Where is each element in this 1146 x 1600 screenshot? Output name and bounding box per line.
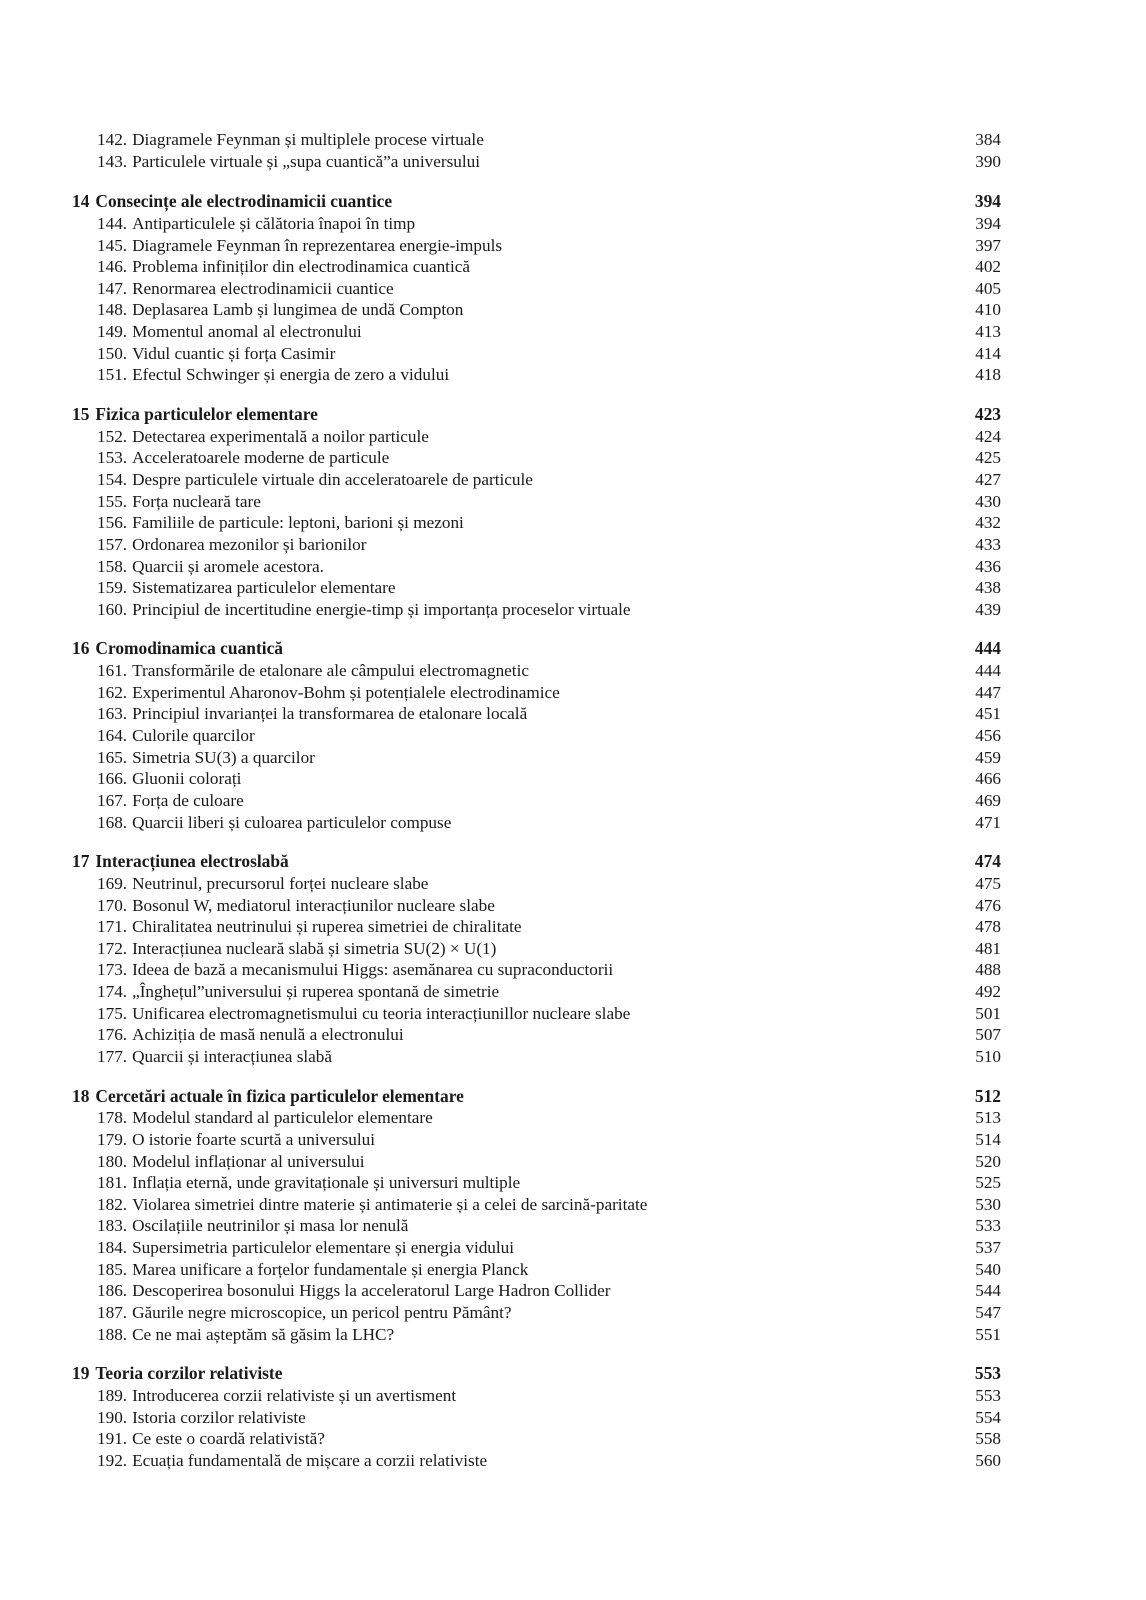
entry-title: Diagramele Feynman și multiplele procese virtuale [132, 130, 484, 149]
entry-number: 188. [97, 1324, 128, 1344]
entry-number: 177. [97, 1046, 128, 1066]
entry-page-number: 558 [975, 1429, 1001, 1449]
entry-title: Particulele virtuale și „supa cuantică”a universului [132, 151, 480, 171]
toc-entry[interactable] [72, 682, 1001, 704]
chapter-title-wrap [72, 638, 283, 660]
entry-page-number: 384 [975, 130, 1001, 149]
entry-page-number: 439 [975, 599, 1001, 619]
entry-number: 169. [97, 873, 128, 893]
entry-number: 152. [97, 426, 128, 446]
entry-title: Principiul de incertitudine energie-timp și importanța proceselor virtuale [132, 599, 631, 619]
entry-number: 176. [97, 1025, 128, 1045]
entry-number: 179. [97, 1129, 128, 1149]
entry-number: 142. [97, 130, 128, 149]
entry-page-number: 537 [975, 1238, 1001, 1258]
chapter-page-number: 512 [974, 1085, 1001, 1106]
chapter-heading[interactable] [72, 404, 1001, 426]
chapter-section [72, 404, 1001, 620]
toc-entry[interactable] [72, 981, 1001, 1003]
entry-title: Transformările de etalonare ale câmpului electromagnetic [132, 661, 529, 681]
toc-entry[interactable] [72, 343, 1001, 365]
entry-title: Quarcii și interacțiunea slabă [132, 1046, 333, 1066]
entry-title: Oscilațiile neutrinilor și masa lor nenulă [132, 1216, 409, 1236]
entry-title: Forța nucleară tare [132, 491, 261, 511]
toc-entry[interactable] [72, 469, 1001, 491]
chapter-heading[interactable] [72, 1086, 1001, 1108]
entry-page-number: 466 [975, 769, 1001, 789]
entry-number: 191. [97, 1429, 128, 1449]
entry-page-number: 478 [975, 917, 1001, 937]
chapter-title: Cromodinamica cuantică [95, 638, 283, 659]
toc-entry[interactable] [72, 1428, 1001, 1450]
entry-page-number: 481 [975, 938, 1001, 958]
entry-title: Ordonarea mezonilor și barionilor [132, 534, 367, 554]
chapter-page-number: 423 [974, 404, 1001, 425]
toc-entry[interactable] [72, 790, 1001, 812]
entry-number: 153. [97, 448, 128, 468]
chapter-section [72, 1363, 1001, 1471]
entry-number: 168. [97, 812, 128, 832]
entry-title: Quarcii și aromele acestora. [132, 556, 324, 576]
toc-entry[interactable] [72, 1407, 1001, 1429]
entry-title: Gluonii colorați [132, 769, 242, 789]
entry-page-number: 397 [975, 235, 1001, 255]
chapter-section [72, 191, 1001, 386]
entry-page-number: 476 [975, 895, 1001, 915]
entry-title: Violarea simetriei dintre materie și antimaterie și a celei de sarcină-paritate [132, 1194, 648, 1214]
toc-entry[interactable] [72, 1324, 1001, 1346]
entry-title: Modelul inflaționar al universului [132, 1151, 365, 1171]
entry-title: Simetria SU(3) a quarcilor [132, 747, 315, 767]
entry-page-number: 451 [975, 704, 1001, 724]
chapter-title-wrap [72, 404, 318, 426]
entry-page-number: 447 [975, 682, 1001, 702]
chapter-number: 15 [72, 404, 90, 425]
chapter-title: Cercetări actuale în fizica particulelor elementare [95, 1085, 464, 1106]
toc-entry[interactable] [72, 895, 1001, 917]
entry-page-number: 410 [975, 300, 1001, 320]
entry-page-number: 560 [975, 1450, 1001, 1470]
chapter-number: 18 [72, 1085, 90, 1106]
entry-title: Achiziția de masă nenulă a electronului [132, 1025, 404, 1045]
entry-title: Momentul anomal al electronului [132, 322, 362, 342]
entry-number: 181. [97, 1173, 128, 1193]
entry-title: Interacțiunea nucleară slabă și simetria SU(2) × U(1) [132, 938, 497, 958]
entry-title: Inflația eternă, unde gravitaționale și universuri multiple [132, 1173, 521, 1193]
entry-page-number: 433 [975, 534, 1001, 554]
entry-title: Ce ne mai așteptăm să găsim la LHC? [132, 1324, 395, 1344]
entry-page-number: 432 [975, 513, 1001, 533]
entry-number: 145. [97, 235, 128, 255]
entry-title: Bosonul W, mediatorul interacțiunilor nucleare slabe [132, 895, 495, 915]
toc-entry[interactable] [72, 747, 1001, 769]
entry-number: 185. [97, 1259, 128, 1279]
entry-number: 162. [97, 682, 128, 702]
toc-entry[interactable] [72, 235, 1001, 257]
entry-page-number: 390 [975, 151, 1001, 171]
toc-entry[interactable] [72, 1172, 1001, 1194]
entry-title: Familiile de particule: leptoni, barioni și mezoni [132, 513, 464, 533]
entry-number: 171. [97, 917, 128, 937]
entry-title: Detectarea experimentală a noilor particule [132, 426, 429, 446]
toc-entry[interactable] [72, 938, 1001, 960]
entry-page-number: 514 [975, 1129, 1001, 1149]
entry-number: 146. [97, 257, 128, 277]
chapter-heading[interactable] [72, 851, 1001, 873]
toc-entry[interactable] [72, 725, 1001, 747]
entry-title: Efectul Schwinger și energia de zero a vidului [132, 365, 450, 385]
entry-page-number: 513 [975, 1108, 1001, 1128]
entry-number: 161. [97, 661, 128, 681]
toc-entry[interactable] [72, 703, 1001, 725]
entry-page-number: 492 [975, 982, 1001, 1002]
chapter-number: 16 [72, 638, 90, 659]
toc-entry[interactable] [72, 512, 1001, 534]
entry-page-number: 427 [975, 469, 1001, 489]
entry-title: Ideea de bază a mecanismului Higgs: asemănarea cu supraconductorii [132, 960, 614, 980]
entry-number: 172. [97, 938, 128, 958]
chapter-entries [72, 426, 1001, 621]
entry-number: 190. [97, 1407, 128, 1427]
chapter-page-number: 394 [974, 191, 1001, 212]
entry-page-number: 488 [975, 960, 1001, 980]
entry-number: 148. [97, 300, 128, 320]
entry-page-number: 469 [975, 790, 1001, 810]
entry-title: Unificarea electromagnetismului cu teoria interacțiunillor nucleare slabe [132, 1003, 631, 1023]
toc-entry[interactable] [72, 534, 1001, 556]
toc-entry[interactable] [72, 364, 1001, 386]
entry-number: 166. [97, 769, 128, 789]
entry-number: 163. [97, 704, 128, 724]
entry-title: Culorile quarcilor [132, 726, 255, 746]
toc-entry[interactable] [72, 556, 1001, 578]
entry-page-number: 418 [975, 365, 1001, 385]
entry-title: Istoria corzilor relativiste [132, 1407, 306, 1427]
entry-title: Neutrinul, precursorul forței nucleare slabe [132, 873, 429, 893]
chapter-entries [72, 213, 1001, 386]
entry-number: 165. [97, 747, 128, 767]
chapter-entries [72, 1107, 1001, 1345]
entry-title: Marea unificare a forțelor fundamentale și energia Planck [132, 1259, 529, 1279]
continued-entries [72, 129, 1001, 172]
entry-number: 143. [97, 151, 128, 171]
entry-page-number: 444 [975, 661, 1001, 681]
entry-title: Vidul cuantic și forța Casimir [132, 343, 336, 363]
entry-title: Renormarea electrodinamicii cuantice [132, 278, 394, 298]
entry-page-number: 456 [975, 726, 1001, 746]
entry-number: 175. [97, 1003, 128, 1023]
toc-entry[interactable] [72, 1129, 1001, 1151]
entry-page-number: 520 [975, 1151, 1001, 1171]
entry-page-number: 530 [975, 1194, 1001, 1214]
chapter-page-number: 444 [974, 638, 1001, 659]
entry-page-number: 405 [975, 278, 1001, 298]
chapter-section [72, 638, 1001, 833]
entry-number: 174. [97, 982, 128, 1002]
entry-title: Forța de culoare [132, 790, 244, 810]
entry-page-number: 471 [975, 812, 1001, 832]
entry-page-number: 554 [975, 1407, 1001, 1427]
chapter-page-number: 474 [974, 851, 1001, 872]
entry-page-number: 424 [975, 426, 1001, 446]
entry-number: 155. [97, 491, 128, 511]
entry-title: Diagramele Feynman în reprezentarea energie-impuls [132, 235, 503, 255]
chapter-list [72, 191, 1001, 1471]
entry-title: Ce este o coardă relativistă? [132, 1429, 325, 1449]
entry-title: Găurile negre microscopice, un pericol pentru Pământ? [132, 1303, 512, 1323]
toc-entry[interactable] [72, 447, 1001, 469]
chapter-page-number: 553 [974, 1363, 1001, 1384]
toc-entry[interactable] [72, 599, 1001, 621]
entry-number: 147. [97, 278, 128, 298]
entry-page-number: 414 [975, 343, 1001, 363]
toc-entry[interactable] [72, 426, 1001, 448]
entry-title: Problema infiniților din electrodinamica cuantică [132, 257, 470, 277]
toc-entry[interactable] [72, 1003, 1001, 1025]
entry-page-number: 525 [975, 1173, 1001, 1193]
entry-page-number: 413 [975, 322, 1001, 342]
entry-title: Supersimetria particulelor elementare și energia vidului [132, 1238, 515, 1258]
toc-entry[interactable] [72, 959, 1001, 981]
entry-number: 160. [97, 599, 128, 619]
entry-number: 157. [97, 534, 128, 554]
entry-title: Despre particulele virtuale din acceleratoarele de particule [132, 469, 533, 489]
entry-number: 167. [97, 790, 128, 810]
entry-number: 156. [97, 513, 128, 533]
entry-number: 170. [97, 895, 128, 915]
entry-number: 144. [97, 213, 128, 233]
entry-number: 154. [97, 469, 128, 489]
chapter-title-wrap [72, 191, 392, 213]
toc-entry[interactable] [72, 1237, 1001, 1259]
entry-page-number: 430 [975, 491, 1001, 511]
toc-entry[interactable] [72, 256, 1001, 278]
entry-number: 192. [97, 1450, 128, 1470]
chapter-entries [72, 1385, 1001, 1472]
entry-title: Descoperirea bosonului Higgs la acceleratorul Large Hadron Collider [132, 1281, 611, 1301]
entry-title: Chiralitatea neutrinului și ruperea simetriei de chiralitate [132, 917, 522, 937]
toc-entry[interactable] [72, 660, 1001, 682]
entry-title: O istorie foarte scurtă a universului [132, 1129, 376, 1149]
chapter-title: Consecințe ale electrodinamicii cuantice [95, 191, 393, 212]
entry-page-number: 438 [975, 578, 1001, 598]
entry-title: Quarcii liberi și culoarea particulelor compuse [132, 812, 452, 832]
entry-page-number: 459 [975, 747, 1001, 767]
chapter-number: 19 [72, 1363, 90, 1384]
toc-entry[interactable] [72, 213, 1001, 235]
entry-page-number: 402 [975, 257, 1001, 277]
entry-page-number: 394 [975, 213, 1001, 233]
toc-entry[interactable] [72, 768, 1001, 790]
entry-page-number: 551 [975, 1324, 1001, 1344]
chapter-heading[interactable] [72, 1363, 1001, 1385]
toc-entry[interactable] [72, 1215, 1001, 1237]
toc-entry[interactable] [72, 151, 1001, 173]
entry-number: 150. [97, 343, 128, 363]
chapter-heading[interactable] [72, 638, 1001, 660]
chapter-heading[interactable] [72, 191, 1001, 213]
chapter-entries [72, 660, 1001, 833]
entry-number: 183. [97, 1216, 128, 1236]
chapter-title: Teoria corzilor relativiste [95, 1363, 283, 1384]
entry-title: Principiul invarianței la transformarea de etalonare locală [132, 704, 528, 724]
entry-number: 158. [97, 556, 128, 576]
entry-page-number: 425 [975, 448, 1001, 468]
chapter-title: Fizica particulelor elementare [95, 404, 318, 425]
chapter-entries [72, 873, 1001, 1068]
chapter-section [72, 851, 1001, 1067]
entry-page-number: 475 [975, 873, 1001, 893]
toc-entry[interactable] [72, 1450, 1001, 1472]
chapter-title-wrap [72, 1086, 464, 1108]
entry-title: Experimentul Aharonov-Bohm și potențialele electrodinamice [132, 682, 560, 702]
entry-page-number: 501 [975, 1003, 1001, 1023]
toc-entry[interactable] [72, 1385, 1001, 1407]
toc-entry[interactable] [72, 812, 1001, 834]
chapter-title: Interacțiunea electroslabă [95, 851, 289, 872]
entry-title: Acceleratoarele moderne de particule [132, 448, 390, 468]
entry-number: 180. [97, 1151, 128, 1171]
entry-page-number: 510 [975, 1046, 1001, 1066]
entry-title: Deplasarea Lamb și lungimea de undă Compton [132, 300, 464, 320]
entry-title: Modelul standard al particulelor elementare [132, 1108, 433, 1128]
entry-number: 173. [97, 960, 128, 980]
toc-entry[interactable] [72, 1046, 1001, 1068]
toc-entry[interactable] [72, 916, 1001, 938]
entry-number: 186. [97, 1281, 128, 1301]
table-of-contents [72, 129, 1001, 1490]
toc-entry[interactable] [72, 1107, 1001, 1129]
entry-number: 178. [97, 1108, 128, 1128]
chapter-title-wrap [72, 851, 289, 873]
entry-page-number: 544 [975, 1281, 1001, 1301]
toc-entry[interactable] [72, 1302, 1001, 1324]
entry-title: Sistematizarea particulelor elementare [132, 578, 396, 598]
toc-entry[interactable] [72, 1024, 1001, 1046]
entry-title: Introducerea corzii relativiste și un avertisment [132, 1385, 457, 1405]
entry-number: 164. [97, 726, 128, 746]
toc-entry[interactable] [72, 1259, 1001, 1281]
toc-entry[interactable] [72, 299, 1001, 321]
entry-page-number: 436 [975, 556, 1001, 576]
toc-entry[interactable] [72, 278, 1001, 300]
entry-page-number: 540 [975, 1259, 1001, 1279]
entry-number: 184. [97, 1238, 128, 1258]
entry-number: 159. [97, 578, 128, 598]
toc-entry[interactable] [72, 129, 1001, 151]
entry-page-number: 533 [975, 1216, 1001, 1236]
chapter-section [72, 1086, 1001, 1346]
entry-title: „Înghețul”universului și ruperea spontană de simetrie [132, 982, 500, 1002]
entry-page-number: 547 [975, 1303, 1001, 1323]
chapter-number: 14 [72, 191, 90, 212]
toc-entry[interactable] [72, 873, 1001, 895]
toc-entry[interactable] [72, 1280, 1001, 1302]
toc-entry[interactable] [72, 1151, 1001, 1173]
entry-page-number: 553 [975, 1385, 1001, 1405]
entry-number: 182. [97, 1194, 128, 1214]
entry-title: Antiparticulele și călătoria înapoi în timp [132, 213, 416, 233]
toc-entry[interactable] [72, 577, 1001, 599]
chapter-number: 17 [72, 851, 90, 872]
toc-entry[interactable] [72, 321, 1001, 343]
entry-title: Ecuația fundamentală de mișcare a corzii relativiste [132, 1450, 488, 1470]
entry-number: 151. [97, 365, 128, 385]
toc-entry[interactable] [72, 491, 1001, 513]
entry-page-number: 507 [975, 1025, 1001, 1045]
toc-entry[interactable] [72, 1194, 1001, 1216]
chapter-title-wrap [72, 1363, 282, 1385]
entry-number: 149. [97, 322, 128, 342]
entry-number: 189. [97, 1385, 128, 1405]
entry-number: 187. [97, 1303, 128, 1323]
